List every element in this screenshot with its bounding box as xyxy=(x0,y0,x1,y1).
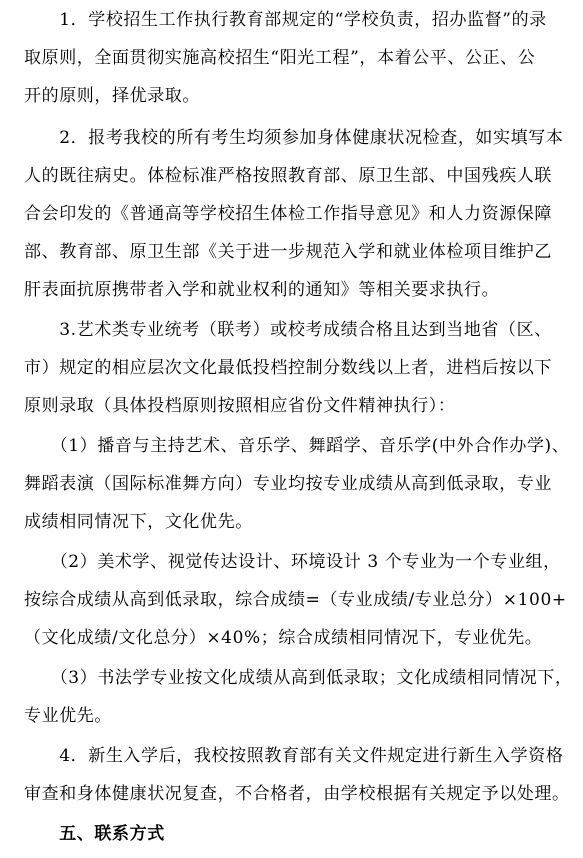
paragraph-2-line-1: 2．报考我校的所有考生均须参加身体健康状况检查，如实填写本 xyxy=(24,128,564,148)
paragraph-3-2-line-2: 按综合成绩从高到低录取，综合成绩=（专业成绩/专业总分）×100+ xyxy=(24,590,567,610)
paragraph-3-2-line-3: （文化成绩/文化总分）×40%；综合成绩相同情况下，专业优先。 xyxy=(24,628,543,648)
paragraph-3-1-line-3: 成绩相同情况下，文化优先。 xyxy=(24,512,253,532)
paragraph-2-line-3: 合会印发的《普通高等学校招生体检工作指导意见》和人力资源保障 xyxy=(24,204,552,224)
paragraph-3-2-line-1: （2）美术学、视觉传达设计、环境设计 3 个专业为一个专业组， xyxy=(24,552,561,572)
paragraph-3-3-line-2: 专业优先。 xyxy=(24,706,112,726)
paragraph-3-line-1: 3.艺术类专业统考（联考）或校考成绩合格且达到当地省（区、 xyxy=(24,320,552,340)
paragraph-1-line-3: 开的原则，择优录取。 xyxy=(24,86,200,106)
paragraph-1-line-1: 1．学校招生工作执行教育部规定的“学校负责，招办监督”的录 xyxy=(24,10,547,30)
paragraph-2-line-4: 部、教育部、原卫生部《关于进一步规范入学和就业体检项目维护乙 xyxy=(24,242,552,262)
paragraph-2-line-2: 人的既往病史。体检标准严格按照教育部、原卫生部、中国残疾人联 xyxy=(24,166,552,186)
paragraph-3-line-2: 市）规定的相应层次文化最低投档控制分数线以上者，进档后按以下 xyxy=(24,358,552,378)
paragraph-4-line-2: 审查和身体健康状况复查，不合格者，由学校根据有关规定予以处理。 xyxy=(24,784,570,804)
paragraph-3-1-line-1: （1）播音与主持艺术、音乐学、舞蹈学、音乐学(中外合作办学)、 xyxy=(24,436,570,456)
paragraph-1-line-2: 取原则，全面贯彻实施高校招生“阳光工程”，本着公平、公正、公 xyxy=(24,48,536,68)
section-heading-contact: 五、联系方式 xyxy=(24,824,165,844)
paragraph-3-3-line-1: （3）书法学专业按文化成绩从高到低录取；文化成绩相同情况下， xyxy=(24,668,573,688)
paragraph-3-line-3: 原则录取（具体投档原则按照相应省份文件精神执行）： xyxy=(24,396,456,416)
paragraph-4-line-1: 4．新生入学后，我校按照教育部有关文件规定进行新生入学资格 xyxy=(24,746,564,766)
paragraph-2-line-5: 肝表面抗原携带者入学和就业权利的通知》等相关要求执行。 xyxy=(24,280,500,300)
paragraph-3-1-line-2: 舞蹈表演（国际标准舞方向）专业均按专业成绩从高到低录取，专业 xyxy=(24,474,552,494)
